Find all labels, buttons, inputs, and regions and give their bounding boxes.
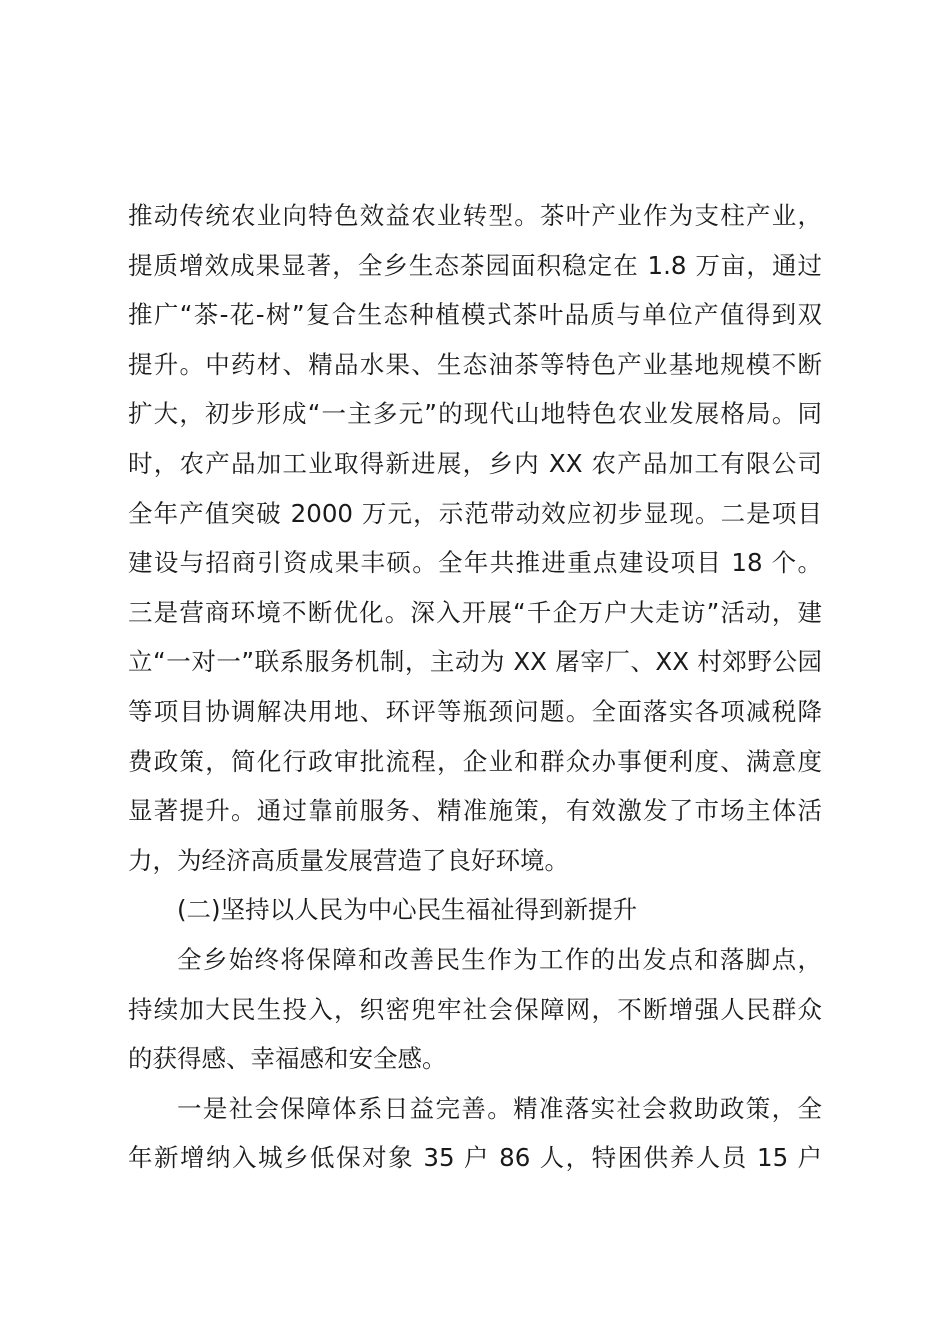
text-line: 全乡始终将保障和改善民生作为工作的出发点和落脚点， [177, 944, 822, 974]
text-line: 三是营商环境不断优化。深入开展“千企万户大走访”活动，建 [128, 597, 822, 627]
text-line: 持续加大民生投入，织密兜牢社会保障网，不断增强人民群众 [128, 994, 822, 1024]
text-line: 力，为经济高质量发展营造了良好环境。 [128, 845, 569, 875]
document-body [128, 191, 822, 1183]
text-line: 扩大，初步形成“一主多元”的现代山地特色农业发展格局。同 [128, 399, 822, 429]
text-line: 的获得感、幸福感和安全感。 [128, 1044, 447, 1074]
text-line: 费政策，简化行政审批流程，企业和群众办事便利度、满意度 [128, 746, 822, 776]
text-line: 等项目协调解决用地、环评等瓶颈问题。全面落实各项减税降 [128, 696, 822, 726]
text-line: 建设与招商引资成果丰硕。全年共推进重点建设项目 18 个。 [128, 548, 822, 578]
text-line: 提升。中药材、精品水果、生态油茶等特色产业基地规模不断 [128, 349, 822, 379]
text-line: 全年产值突破 2000 万元，示范带动效应初步显现。二是项目 [128, 498, 822, 528]
text-line: 时，农产品加工业取得新进展，乡内 XX 农产品加工有限公司 [128, 448, 822, 478]
text-line: 推广“茶-花-树”复合生态种植模式茶叶品质与单位产值得到双 [128, 300, 822, 330]
text-line: 一是社会保障体系日益完善。精准落实社会救助政策，全 [177, 1093, 822, 1123]
section-heading: (二)坚持以人民为中心民生福祉得到新提升 [177, 895, 638, 925]
text-line: 年新增纳入城乡低保对象 35 户 86 人，特困供养人员 15 户 [128, 1143, 822, 1173]
text-line: 显著提升。通过靠前服务、精准施策，有效激发了市场主体活 [128, 796, 822, 826]
text-line: 推动传统农业向特色效益农业转型。茶叶产业作为支柱产业， [128, 201, 822, 230]
text-line: 提质增效成果显著，全乡生态茶园面积稳定在 1.8 万亩，通过 [128, 250, 822, 280]
text-line: 立“一对一”联系服务机制，主动为 XX 屠宰厂、XX 村郊野公园 [128, 647, 822, 677]
